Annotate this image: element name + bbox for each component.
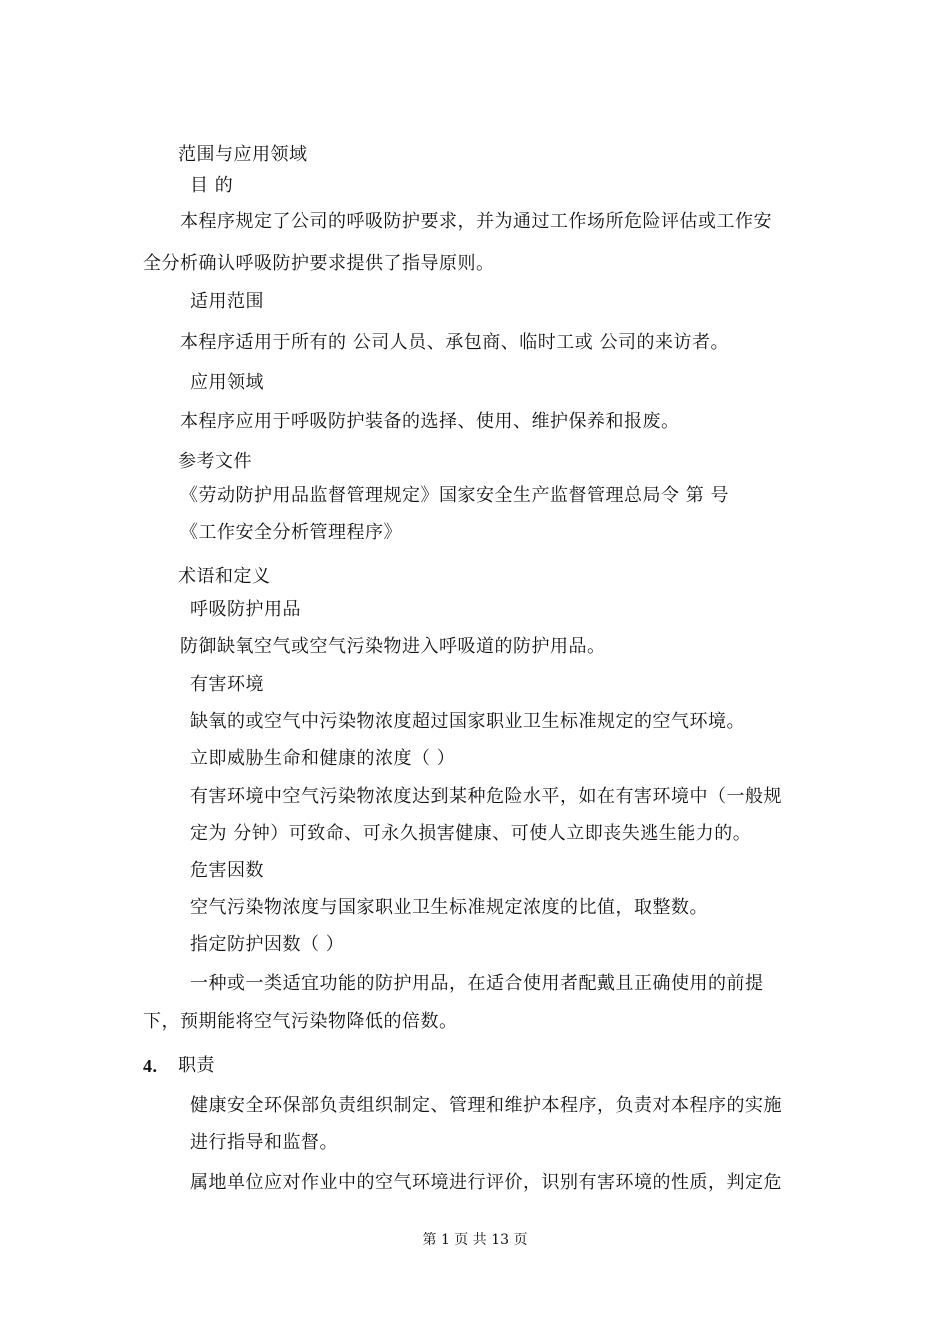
reference-item: 《劳动防护用品监督管理规定》国家安全生产监督管理总局令 第 号 <box>180 485 729 506</box>
section-heading-references: 参考文件 <box>178 451 252 472</box>
paragraph-line: 进行指导和监督。 <box>190 1132 338 1153</box>
term-heading: 呼吸防护用品 <box>190 599 301 620</box>
term-heading: 危害因数 <box>190 860 264 881</box>
term-definition: 空气污染物浓度与国家职业卫生标准规定浓度的比值，取整数。 <box>190 897 708 918</box>
section-heading-scope: 范围与应用领域 <box>178 144 308 165</box>
paragraph-line: 属地单位应对作业中的空气环境进行评价，识别有害环境的性质，判定危 <box>190 1172 782 1193</box>
reference-item: 《工作安全分析管理程序》 <box>180 522 402 543</box>
section-number: 4. <box>143 1056 158 1076</box>
term-definition: 一种或一类适宜功能的防护用品，在适合使用者配戴且正确使用的前提 <box>190 973 764 994</box>
term-definition: 下，预期能将空气污染物降低的倍数。 <box>143 1011 458 1032</box>
subheading-application-field: 应用领域 <box>190 372 264 393</box>
paragraph-line: 健康安全环保部负责组织制定、管理和维护本程序，负责对本程序的实施 <box>190 1095 782 1116</box>
paragraph-line: 本程序适用于所有的 公司人员、承包商、临时工或 公司的来访者。 <box>180 332 729 353</box>
page-footer: 第 1 页 共 13 页 <box>422 1232 528 1248</box>
section-heading-terms: 术语和定义 <box>178 566 271 587</box>
paragraph-line: 全分析确认呼吸防护要求提供了指导原则。 <box>143 253 495 274</box>
term-definition: 定为 分钟）可致命、可永久损害健康、可使人立即丧失逃生能力的。 <box>190 823 752 844</box>
subheading-purpose: 目 的 <box>190 175 234 196</box>
term-heading: 有害环境 <box>190 674 264 695</box>
term-definition: 防御缺氧空气或空气污染物进入呼吸道的防护用品。 <box>180 636 606 657</box>
term-definition: 缺氧的或空气中污染物浓度超过国家职业卫生标准规定的空气环境。 <box>190 711 745 732</box>
paragraph-line: 本程序应用于呼吸防护装备的选择、使用、维护保养和报废。 <box>180 411 680 432</box>
paragraph-line: 本程序规定了公司的呼吸防护要求，并为通过工作场所危险评估或工作安 <box>180 211 772 232</box>
term-definition: 有害环境中空气污染物浓度达到某种危险水平，如在有害环境中（一般规 <box>190 786 782 807</box>
section-heading-responsibilities: 职责 <box>178 1055 215 1076</box>
subheading-applicability: 适用范围 <box>190 291 264 312</box>
term-heading: 立即威胁生命和健康的浓度（ ） <box>190 748 456 769</box>
term-heading: 指定防护因数（ ） <box>190 934 345 955</box>
